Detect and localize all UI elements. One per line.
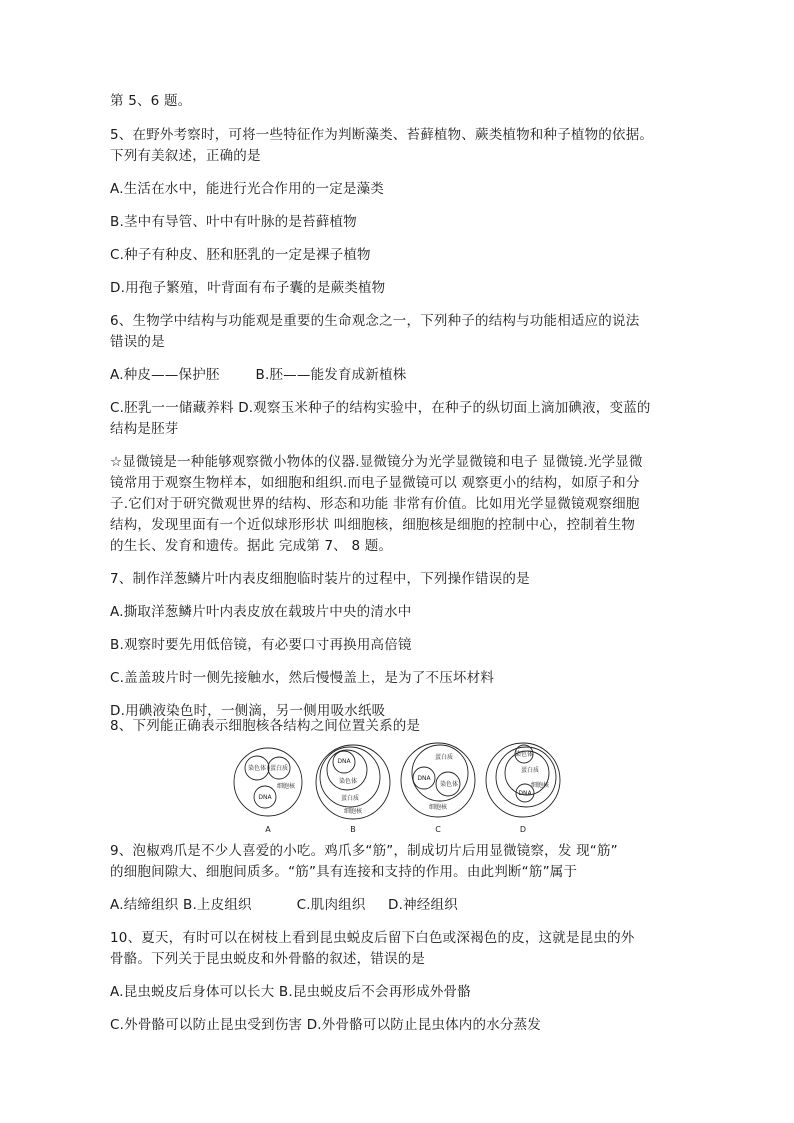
a-label-3: 细胞核	[276, 783, 296, 790]
a-label-1: 染色体	[247, 765, 267, 772]
question-5-line-1: 5、在野外考察时，可将一些特征作为判断藻类、苔藓植物、蕨类植物和种子植物的依据。	[110, 127, 654, 143]
b-label-3: 蛋白质	[340, 795, 360, 802]
b-label-2: 染色体	[338, 778, 358, 785]
a-outer-circle	[234, 748, 302, 816]
d-label-1: 染色体	[514, 751, 534, 758]
question-6-line-2: 错误的是	[110, 334, 165, 350]
q6-options-cd: C.胚乳一一储藏养料 D.观察玉米种子的结构实验中，在种子的纵切面上滴加碘液，变蓝的	[110, 400, 651, 416]
q7-option-a: A.撕取洋葱鳞片叶内表皮放在载玻片中央的清水中	[110, 604, 412, 620]
passage-line-4: 结构，发现里面有一个近似球形形状 叫细胞核，细胞核是细胞的控制中心，控制着生物	[110, 517, 636, 533]
q5-option-b: B.茎中有导管、叶中有叶脉的是苔藓植物	[110, 214, 357, 230]
diagram-option-a	[234, 748, 302, 816]
a-label-4: DNA	[258, 794, 272, 801]
q7-option-d: D.用碘液染色时，一侧滴，另一侧用吸水纸吸	[110, 703, 386, 719]
passage-line-3: 子.它们对于研究微观世界的结构、形态和功能 非常有价值。比如用光学显微镜观察细胞	[110, 496, 640, 512]
c-label-3: 染色体	[439, 781, 459, 788]
c-option-letter: C	[435, 825, 441, 834]
d-option-letter: D	[519, 825, 527, 834]
question-9-line-1: 9、泡椒鸡爪是不少人喜爱的小吃。鸡爪多“筋”，制成切片后用显微镜察，发 现“筋”	[110, 843, 618, 859]
c-label-1: 蛋白质	[434, 754, 454, 761]
text-line: 第 5、6 题。	[110, 93, 192, 109]
q10-options-ab: A.昆虫蜕皮后身体可以长大 B.昆虫蜕皮后不会再形成外骨骼	[110, 984, 471, 1000]
a-option-letter: A	[265, 825, 271, 834]
q10-options-cd: C.外骨骼可以防止昆虫受到伤害 D.外骨骼可以防止昆虫体内的水分蒸发	[110, 1017, 541, 1033]
question-6-line-1: 6、生物学中结构与功能观是重要的生命观念之一，下列种子的结构与功能相适应的说法	[110, 313, 640, 329]
d-label-3: 细胞核	[530, 782, 550, 789]
question-7: 7、制作洋葱鳞片叶内表皮细胞临时装片的过程中，下列操作错误的是	[110, 571, 530, 587]
question-10-line-2: 骨骼。下列关于昆虫蜕皮和外骨骼的叙述，错误的是	[110, 951, 426, 967]
c-label-4: 细胞核	[428, 804, 448, 811]
a-label-2: 蛋白质	[269, 765, 289, 772]
nucleus-structure-diagram	[228, 742, 568, 837]
d-label-2: 蛋白质	[520, 767, 540, 774]
question-10-line-1: 10、夏天，有时可以在树枝上看到昆虫蜕皮后留下白色或深褐色的皮，这就是昆虫的外	[110, 930, 635, 946]
q6-options-ab: A.种皮——保护胚 B.胚——能发育成新植株	[110, 367, 407, 383]
q6-options-cd-cont: 结构是胚芽	[110, 421, 179, 437]
q5-option-a: A.生活在水中，能进行光合作用的一定是藻类	[110, 181, 384, 197]
c-label-2: DNA	[417, 775, 431, 782]
question-9-line-2: 的细胞间隙大、细胞间质多。“筋”具有连接和支持的作用。由此判断“筋”属于	[110, 864, 578, 880]
b-label-4: 细胞核	[343, 808, 363, 815]
b-label-1: DNA	[337, 758, 351, 765]
question-5-line-2: 下列有美叙述，正确的是	[110, 148, 261, 164]
q5-option-d: D.用孢子繁殖，叶背面有布子囊的是蕨类植物	[110, 280, 386, 296]
q5-option-c: C.种子有种皮、胚和胚乳的一定是裸子植物	[110, 247, 371, 263]
question-8-text: 8、下列能正确表示细胞核各结构之间位置关系的是	[110, 718, 421, 734]
passage-line-5: 的生长、发育和遗传。据此 完成第 7、 8 题。	[110, 538, 393, 554]
q7-option-b: B.观察时要先用低倍镜，有必要口寸再换用高倍镜	[110, 637, 412, 653]
d-label-4: DNA	[518, 790, 532, 797]
q9-options: A.结缔组织 B.上皮组织 C.肌肉组织 D.神经组织	[110, 897, 458, 913]
diagram-svg	[228, 742, 568, 837]
b-option-letter: B	[350, 825, 356, 834]
passage-line-1: ☆显微镜是一种能够观察微小物体的仪器.显微镜分为光学显微镜和电子 显微镜.光学显微	[110, 454, 643, 470]
q7-option-c: C.盖盖玻片时一侧先接触水，然后慢慢盖上，是为了不压坏材料	[110, 670, 495, 686]
passage-line-2: 镜常用于观察生物样本，如细胞和组织.而电子显微镜可以 观察更小的结构，如原子和分	[110, 475, 640, 491]
